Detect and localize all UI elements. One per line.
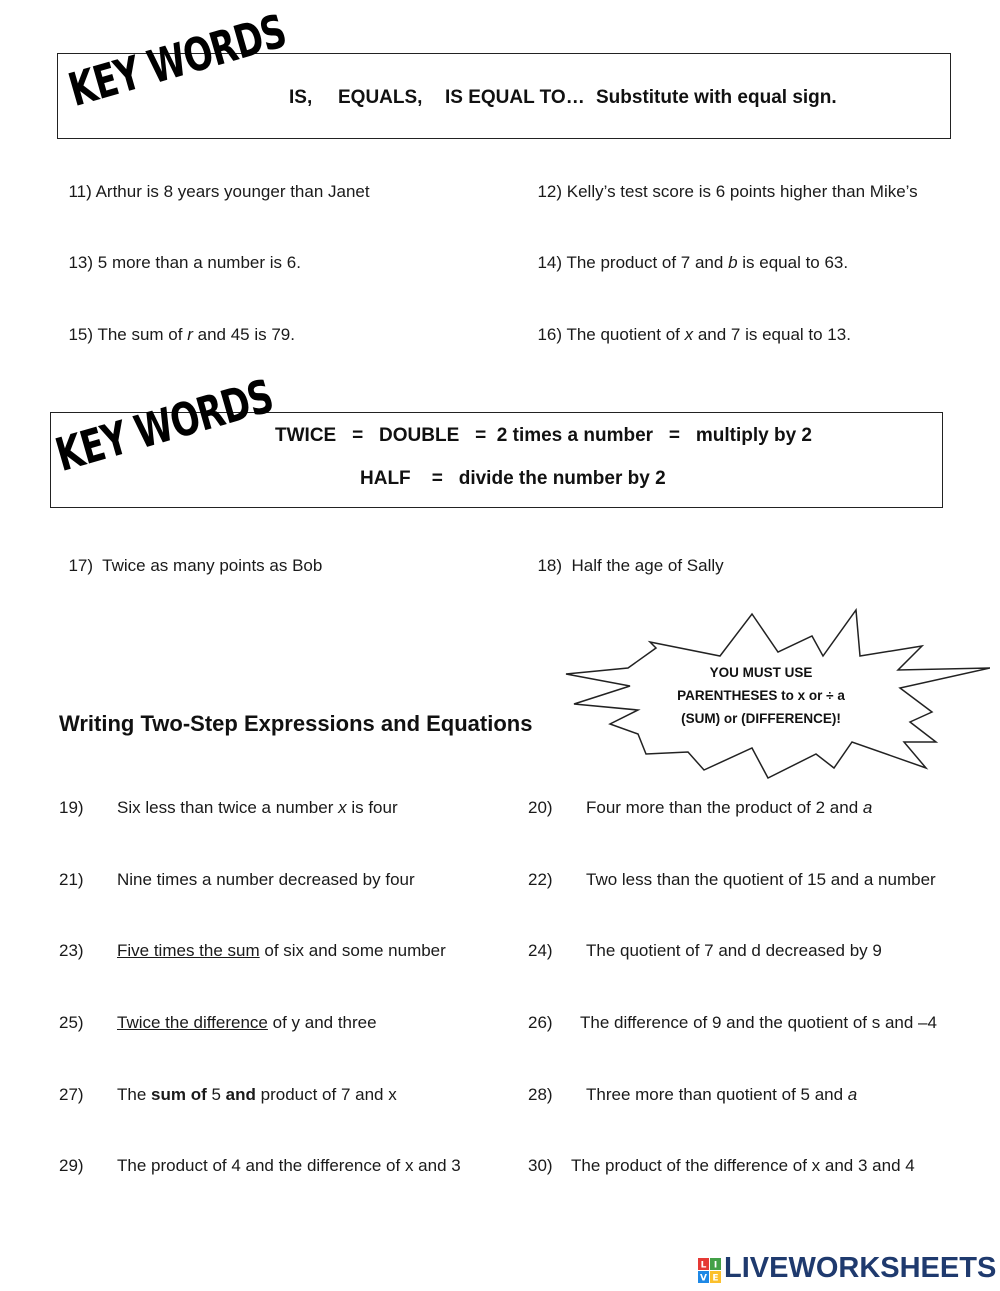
key-line-1: TWICE = DOUBLE = 2 times a number = multiply by 2 bbox=[275, 425, 812, 446]
question-number: 26) bbox=[528, 1013, 553, 1032]
question-26: The difference of 9 and the quotient of s and –4 bbox=[580, 1013, 937, 1032]
svg-text:E: E bbox=[712, 1273, 719, 1284]
question-number: 21) bbox=[59, 870, 84, 889]
question-29: The product of 4 and the difference of x and 3 bbox=[117, 1156, 461, 1175]
callout-text: YOU MUST USE PARENTHESES to x or ÷ a (SUM) or (DIFFERENCE)! bbox=[677, 665, 845, 726]
question-number: 28) bbox=[528, 1085, 553, 1104]
question-number: 30) bbox=[528, 1156, 553, 1175]
question-25: Twice the difference of y and three bbox=[117, 1013, 377, 1032]
question-24: The quotient of 7 and d decreased by 9 bbox=[586, 941, 882, 960]
key-line-2: HALF = divide the number by 2 bbox=[360, 468, 666, 489]
question-27: The sum of 5 and product of 7 and x bbox=[117, 1085, 397, 1104]
question-21: Nine times a number decreased by four bbox=[117, 870, 415, 889]
liveworksheets-logo-icon bbox=[698, 1258, 722, 1284]
key-words-logo: KEY WORDS bbox=[63, 4, 292, 118]
key-word-is-equal-to: IS EQUAL TO… bbox=[445, 87, 585, 108]
question-number: 19) bbox=[59, 798, 84, 817]
svg-text:L: L bbox=[700, 1260, 707, 1271]
question-number: 27) bbox=[59, 1085, 84, 1104]
section-title: Writing Two-Step Expressions and Equations bbox=[59, 711, 533, 736]
key-words-box-1 bbox=[57, 4, 951, 139]
question-number: 22) bbox=[528, 870, 553, 889]
question-22: Two less than the quotient of 15 and a number bbox=[586, 870, 936, 889]
key-words-logo: KEY WORDS bbox=[50, 369, 279, 483]
question-23: Five times the sum of six and some number bbox=[117, 941, 446, 960]
question-17: 17) Twice as many points as Bob bbox=[68, 556, 323, 575]
question-11: 11) Arthur is 8 years younger than Janet bbox=[68, 182, 370, 201]
question-number: 23) bbox=[59, 941, 84, 960]
liveworksheets-brand[interactable]: LIVEWORKSHEETS bbox=[724, 1252, 997, 1284]
question-30: The product of the difference of x and 3 and 4 bbox=[571, 1156, 915, 1175]
question-number: 20) bbox=[528, 798, 553, 817]
key-word-equals: EQUALS, bbox=[338, 87, 423, 108]
key-words-instruction: Substitute with equal sign. bbox=[596, 87, 837, 108]
question-number: 25) bbox=[59, 1013, 84, 1032]
question-16: 16) The quotient of x and 7 is equal to 13. bbox=[537, 325, 851, 344]
question-12: 12) Kelly’s test score is 6 points higher than Mike’s bbox=[537, 182, 918, 201]
question-13: 13) 5 more than a number is 6. bbox=[68, 253, 301, 272]
question-20: Four more than the product of 2 and a bbox=[586, 798, 873, 817]
svg-text:V: V bbox=[700, 1273, 707, 1284]
question-18: 18) Half the age of Sally bbox=[537, 556, 724, 575]
question-15: 15) The sum of r and 45 is 79. bbox=[68, 325, 295, 344]
question-14: 14) The product of 7 and b is equal to 63. bbox=[537, 253, 849, 272]
question-number: 24) bbox=[528, 941, 553, 960]
question-28: Three more than quotient of 5 and a bbox=[586, 1085, 858, 1104]
question-number: 29) bbox=[59, 1156, 84, 1175]
key-word-is: IS, bbox=[289, 87, 313, 108]
key-words-box-2 bbox=[50, 369, 943, 508]
question-19: Six less than twice a number x is four bbox=[117, 798, 398, 817]
svg-text:I: I bbox=[713, 1260, 718, 1271]
